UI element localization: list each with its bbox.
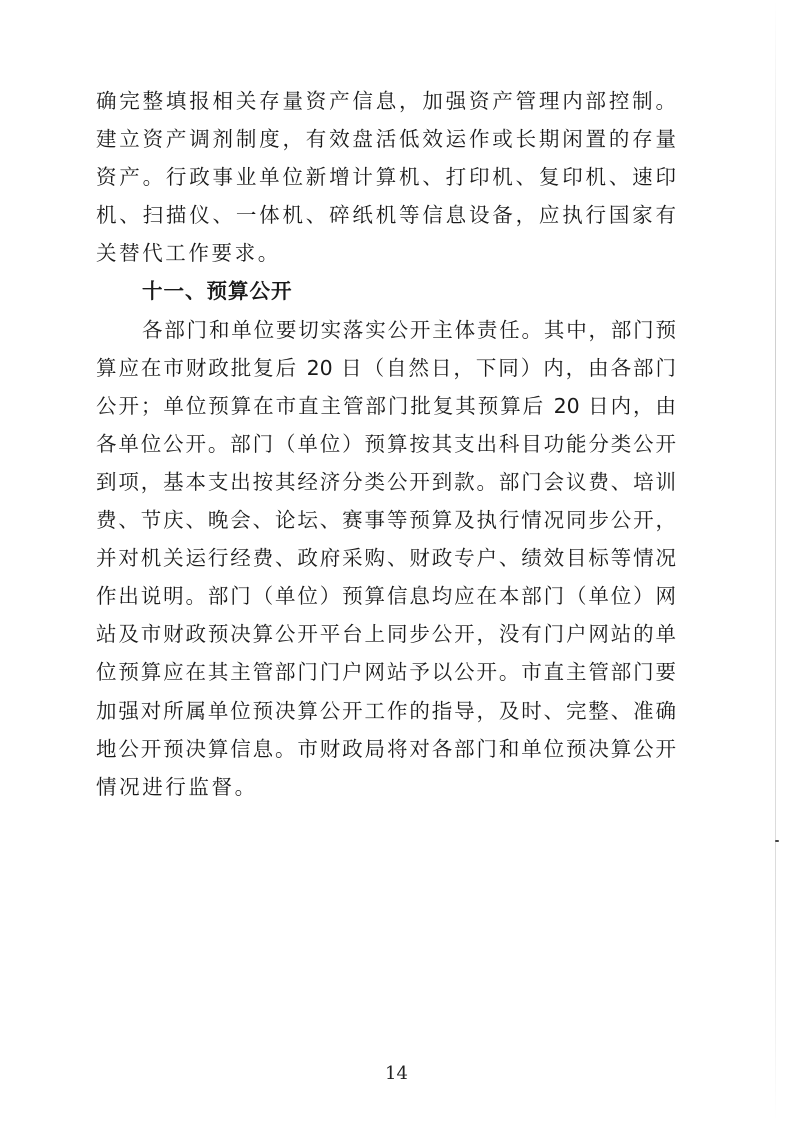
page-number: 14 (385, 1063, 408, 1084)
paragraph-line: 关替代工作要求。 (96, 241, 281, 266)
paragraph-line: 站及市财政预决算公开平台上同步公开，没有门户网站的单 (96, 622, 676, 647)
paragraph-line: 位预算应在其主管部门门户网站予以公开。市直主管部门要 (96, 660, 676, 685)
paragraph-line: 公开；单位预算在市直主管部门批复其预算后 20 日内，由 (96, 393, 676, 418)
paragraph-line: 确完整填报相关存量资产信息，加强资产管理内部控制。 (96, 89, 676, 113)
paragraph-line: 各部门和单位要切实落实公开主体责任。其中，部门预 (142, 317, 676, 342)
paragraph-line: 地公开预决算信息。市财政局将对各部门和单位预决算公开 (96, 736, 676, 761)
paragraph-line: 费、节庆、晚会、论坛、赛事等预算及执行情况同步公开， (96, 508, 676, 533)
scan-edge-line (775, 0, 776, 1121)
paragraph-line: 作出说明。部门（单位）预算信息均应在本部门（单位）网 (96, 584, 676, 609)
paragraph-line: 算应在市财政批复后 20 日（自然日，下同）内，由各部门 (96, 355, 676, 380)
paragraph-line: 并对机关运行经费、政府采购、财政专户、绩效目标等情况 (96, 546, 676, 571)
body-text (96, 82, 676, 806)
paragraph-line: 建立资产调剂制度，有效盘活低效运作或长期闲置的存量 (96, 127, 676, 152)
paragraph-line: 资产。行政事业单位新增计算机、打印机、复印机、速印 (96, 165, 676, 190)
paragraph-line: 机、扫描仪、一体机、碎纸机等信息设备，应执行国家有 (96, 203, 676, 228)
paragraph-line: 情况进行监督。 (96, 774, 258, 799)
scan-speck (775, 840, 779, 842)
paragraph-line: 到项，基本支出按其经济分类公开到款。部门会议费、培训 (96, 469, 676, 494)
section-heading: 十一、预算公开 (142, 279, 293, 304)
paragraph-line: 各单位公开。部门（单位）预算按其支出科目功能分类公开 (96, 431, 676, 456)
paragraph-line: 加强对所属单位预决算公开工作的指导，及时、完整、准确 (96, 698, 676, 723)
